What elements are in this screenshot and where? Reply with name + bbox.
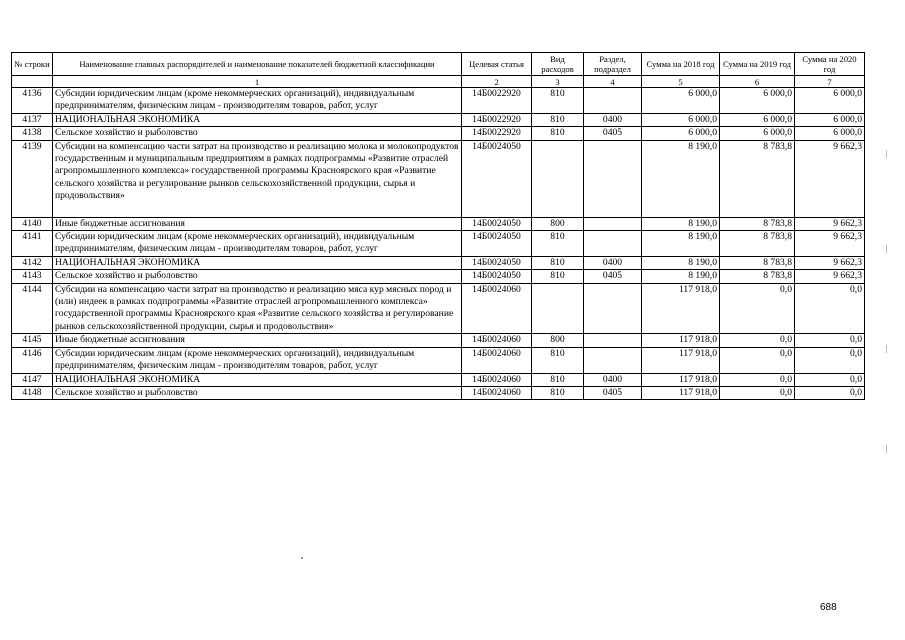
table-row xyxy=(12,256,865,269)
row-target-article: 14Б0024060 xyxy=(462,283,532,334)
row-target-article: 14Б0024050 xyxy=(462,256,532,269)
row-expense-type: 810 xyxy=(532,88,584,114)
row-sum-2020: 9 662,3 xyxy=(795,256,865,269)
row-sum-2018: 8 190,0 xyxy=(642,217,720,230)
row-sum-2019: 6 000,0 xyxy=(720,113,795,126)
row-sum-2020: 9 662,3 xyxy=(795,217,865,230)
header-sum-2020: Сумма на 2020 год xyxy=(795,53,865,76)
row-target-article: 14Б0022920 xyxy=(462,113,532,126)
row-sum-2020: 0,0 xyxy=(795,334,865,347)
row-name: Сельское хозяйство и рыболовство xyxy=(53,127,462,140)
row-name: НАЦИОНАЛЬНАЯ ЭКОНОМИКА xyxy=(53,256,462,269)
row-sum-2020: 0,0 xyxy=(795,283,865,334)
row-number: 4140 xyxy=(12,217,53,230)
row-sum-2019: 0,0 xyxy=(720,386,795,399)
table-row xyxy=(12,347,865,373)
column-number: 1 xyxy=(53,76,462,88)
row-target-article: 14Б0024060 xyxy=(462,334,532,347)
table-row xyxy=(12,231,865,257)
table-row xyxy=(12,270,865,283)
scan-dot xyxy=(301,557,303,559)
row-number: 4139 xyxy=(12,140,53,217)
row-sum-2018: 117 918,0 xyxy=(642,373,720,386)
row-sum-2019: 8 783,8 xyxy=(720,256,795,269)
row-number: 4136 xyxy=(12,88,53,114)
header-name: Наименование главных распорядителей и наименование показателей бюджетной классификации xyxy=(53,53,462,76)
row-name: Иные бюджетные ассигнования xyxy=(53,334,462,347)
row-sum-2020: 0,0 xyxy=(795,373,865,386)
row-expense-type: 810 xyxy=(532,231,584,257)
row-section: 0400 xyxy=(584,256,642,269)
row-target-article: 14Б0024050 xyxy=(462,140,532,217)
row-sum-2018: 8 190,0 xyxy=(642,270,720,283)
row-name: НАЦИОНАЛЬНАЯ ЭКОНОМИКА xyxy=(53,373,462,386)
table-row xyxy=(12,140,865,217)
row-sum-2020: 9 662,3 xyxy=(795,231,865,257)
column-number: 3 xyxy=(532,76,584,88)
row-expense-type: 810 xyxy=(532,373,584,386)
row-name: Иные бюджетные ассигнования xyxy=(53,217,462,230)
row-target-article: 14Б0022920 xyxy=(462,88,532,114)
row-sum-2020: 9 662,3 xyxy=(795,140,865,217)
row-section xyxy=(584,347,642,373)
row-sum-2019: 6 000,0 xyxy=(720,127,795,140)
row-sum-2018: 117 918,0 xyxy=(642,386,720,399)
column-number: 4 xyxy=(584,76,642,88)
scan-edge-mark xyxy=(886,150,887,158)
row-section xyxy=(584,231,642,257)
row-sum-2018: 8 190,0 xyxy=(642,140,720,217)
row-sum-2020: 0,0 xyxy=(795,386,865,399)
row-expense-type: 800 xyxy=(532,217,584,230)
row-expense-type: 810 xyxy=(532,127,584,140)
row-target-article: 14Б0024050 xyxy=(462,231,532,257)
row-sum-2020: 6 000,0 xyxy=(795,127,865,140)
row-name: Сельское хозяйство и рыболовство xyxy=(53,386,462,399)
table-row xyxy=(12,386,865,399)
table-row xyxy=(12,334,865,347)
row-section xyxy=(584,283,642,334)
row-name: Субсидии на компенсацию части затрат на производство и реализацию мяса кур мясных пород и (или) индеек в рамках подпрограммы «Развитие отраслей агропромышленного комплекса» государственной программы Красноярского края «Развитие сельского хозяйства и регулирование рынков сельскохозяйственной продукции, сырья и продовольствия» xyxy=(53,283,462,334)
column-number xyxy=(12,76,53,88)
row-number: 4148 xyxy=(12,386,53,399)
row-section: 0405 xyxy=(584,270,642,283)
row-number: 4147 xyxy=(12,373,53,386)
header-expense-type: Вид расходов xyxy=(532,53,584,76)
header-target-article: Целевая статья xyxy=(462,53,532,76)
row-section: 0400 xyxy=(584,373,642,386)
row-number: 4145 xyxy=(12,334,53,347)
table-row xyxy=(12,373,865,386)
page-number: 688 xyxy=(820,602,837,613)
row-sum-2019: 8 783,8 xyxy=(720,140,795,217)
row-target-article: 14Б0022920 xyxy=(462,127,532,140)
row-name: Субсидии на компенсацию части затрат на производство и реализацию молока и молокопродуктов государственным и муниципальным предприятиям в рамках подпрограммы «Развитие отраслей агропромышленного комплекса» государственной программы Красноярского края «Развитие сельского хозяйства и регулирование рынков сельскохозяйственной продукции, сырья и продовольствия» xyxy=(53,140,462,217)
header-sum-2018: Сумма на 2018 год xyxy=(642,53,720,76)
row-number: 4137 xyxy=(12,113,53,126)
row-section xyxy=(584,88,642,114)
row-sum-2018: 117 918,0 xyxy=(642,334,720,347)
table-row xyxy=(12,113,865,126)
row-sum-2020: 6 000,0 xyxy=(795,113,865,126)
row-section: 0405 xyxy=(584,386,642,399)
row-target-article: 14Б0024050 xyxy=(462,217,532,230)
row-sum-2020: 6 000,0 xyxy=(795,88,865,114)
table-row xyxy=(12,283,865,334)
column-number: 2 xyxy=(462,76,532,88)
row-sum-2018: 8 190,0 xyxy=(642,256,720,269)
scan-edge-mark xyxy=(886,245,887,253)
column-number-row xyxy=(12,76,865,88)
header-sum-2019: Сумма на 2019 год xyxy=(720,53,795,76)
column-number: 6 xyxy=(720,76,795,88)
column-number: 7 xyxy=(795,76,865,88)
table-row xyxy=(12,88,865,114)
row-section xyxy=(584,217,642,230)
row-expense-type: 810 xyxy=(532,347,584,373)
header-row xyxy=(12,53,865,76)
row-target-article: 14Б0024060 xyxy=(462,347,532,373)
row-name: Субсидии юридическим лицам (кроме некоммерческих организаций), индивидуальным предпринимателям, физическим лицам - производителям товаров, работ, услуг xyxy=(53,88,462,114)
row-expense-type: 810 xyxy=(532,270,584,283)
row-sum-2019: 0,0 xyxy=(720,283,795,334)
row-section xyxy=(584,140,642,217)
row-section: 0400 xyxy=(584,113,642,126)
row-target-article: 14Б0024060 xyxy=(462,386,532,399)
row-sum-2019: 8 783,8 xyxy=(720,217,795,230)
table-row xyxy=(12,217,865,230)
row-name: Субсидии юридическим лицам (кроме некоммерческих организаций), индивидуальным предпринимателям, физическим лицам - производителям товаров, работ, услуг xyxy=(53,347,462,373)
row-expense-type: 800 xyxy=(532,334,584,347)
row-sum-2019: 0,0 xyxy=(720,373,795,386)
row-sum-2018: 6 000,0 xyxy=(642,127,720,140)
row-sum-2019: 8 783,8 xyxy=(720,231,795,257)
row-number: 4141 xyxy=(12,231,53,257)
header-section: Раздел, подраздел xyxy=(584,53,642,76)
row-sum-2018: 6 000,0 xyxy=(642,88,720,114)
row-expense-type xyxy=(532,283,584,334)
budget-table xyxy=(11,52,865,400)
row-sum-2019: 0,0 xyxy=(720,347,795,373)
row-sum-2018: 6 000,0 xyxy=(642,113,720,126)
row-expense-type: 810 xyxy=(532,386,584,399)
row-sum-2018: 117 918,0 xyxy=(642,347,720,373)
row-target-article: 14Б0024050 xyxy=(462,270,532,283)
row-sum-2019: 0,0 xyxy=(720,334,795,347)
row-expense-type: 810 xyxy=(532,256,584,269)
scan-edge-mark xyxy=(886,345,887,353)
row-number: 4142 xyxy=(12,256,53,269)
row-section: 0405 xyxy=(584,127,642,140)
table-row xyxy=(12,127,865,140)
scan-edge-mark xyxy=(886,445,887,453)
row-sum-2018: 8 190,0 xyxy=(642,231,720,257)
row-sum-2020: 0,0 xyxy=(795,347,865,373)
row-section xyxy=(584,334,642,347)
row-sum-2019: 6 000,0 xyxy=(720,88,795,114)
row-number: 4144 xyxy=(12,283,53,334)
row-name: Сельское хозяйство и рыболовство xyxy=(53,270,462,283)
row-expense-type: 810 xyxy=(532,113,584,126)
row-sum-2019: 8 783,8 xyxy=(720,270,795,283)
row-sum-2018: 117 918,0 xyxy=(642,283,720,334)
row-number: 4143 xyxy=(12,270,53,283)
row-number: 4146 xyxy=(12,347,53,373)
header-row-number: № строки xyxy=(12,53,53,76)
row-expense-type xyxy=(532,140,584,217)
row-sum-2020: 9 662,3 xyxy=(795,270,865,283)
column-number: 5 xyxy=(642,76,720,88)
row-name: НАЦИОНАЛЬНАЯ ЭКОНОМИКА xyxy=(53,113,462,126)
row-target-article: 14Б0024060 xyxy=(462,373,532,386)
row-number: 4138 xyxy=(12,127,53,140)
row-name: Субсидии юридическим лицам (кроме некоммерческих организаций), индивидуальным предпринимателям, физическим лицам - производителям товаров, работ, услуг xyxy=(53,231,462,257)
